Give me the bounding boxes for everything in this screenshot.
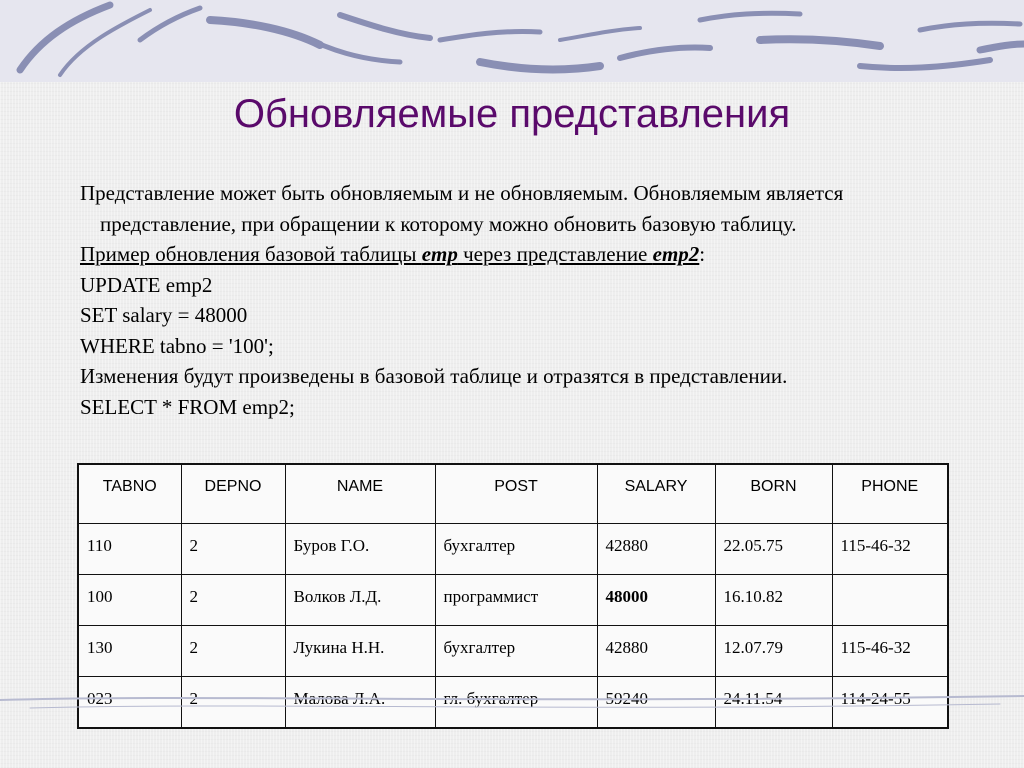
top-decorative-band [0, 0, 1024, 82]
table-cell: 42880 [597, 626, 715, 677]
code-line-set: SET salary = 48000 [80, 303, 248, 327]
column-header: SALARY [597, 464, 715, 524]
table-cell: 115-46-32 [832, 626, 948, 677]
column-header: NAME [285, 464, 435, 524]
column-header: BORN [715, 464, 832, 524]
table-row [78, 575, 948, 626]
table-cell: 12.07.79 [715, 626, 832, 677]
table-cell: Волков Л.Д. [285, 575, 435, 626]
slide-body [80, 178, 980, 422]
table-cell: 100 [78, 575, 181, 626]
table-cell: программист [435, 575, 597, 626]
table-cell [832, 575, 948, 626]
table-cell: 2 [181, 677, 285, 729]
example-line [80, 239, 980, 270]
example-middle: через представление [457, 242, 653, 266]
view-name: emp2 [652, 242, 700, 266]
table-cell: 023 [78, 677, 181, 729]
table-cell: 110 [78, 524, 181, 575]
example-suffix: : [699, 242, 706, 266]
intro-paragraph: Представление может быть обновляемым и не обновляемым. Обновляемым является представление, при обращении к которому можно обновить базовую таблицу. [80, 181, 844, 236]
column-header: TABNO [78, 464, 181, 524]
table-cell: 114-24-55 [832, 677, 948, 729]
table-cell: 24.11.54 [715, 677, 832, 729]
table-cell: 16.10.82 [715, 575, 832, 626]
slide-title: Обновляемые представления [233, 92, 791, 136]
column-header: POST [435, 464, 597, 524]
table-cell: 42880 [597, 524, 715, 575]
table-cell: 2 [181, 575, 285, 626]
table-cell: 130 [78, 626, 181, 677]
note-paragraph: Изменения будут произведены в базовой таблице и отразятся в представлении. [80, 364, 788, 388]
table-cell: Буров Г.О. [285, 524, 435, 575]
base-table-name: emp [421, 242, 458, 266]
bottom-decorative-band [0, 686, 1024, 768]
table-cell: 2 [181, 524, 285, 575]
updated-salary-cell: 48000 [597, 575, 715, 626]
table-row [78, 626, 948, 677]
code-line-where: WHERE tabno = '100'; [80, 333, 274, 358]
table-cell: 2 [181, 626, 285, 677]
table-cell: бухгалтер [435, 524, 597, 575]
table-header-row [78, 464, 948, 524]
table-cell: 22.05.75 [715, 524, 832, 575]
table-cell: 59240 [597, 677, 715, 729]
table-cell: бухгалтер [435, 626, 597, 677]
select-line: SELECT * FROM emp2; [80, 394, 295, 419]
column-header: PHONE [832, 464, 948, 524]
table-cell: гл. бухгалтер [435, 677, 597, 729]
column-header: DEPNO [181, 464, 285, 524]
table-cell: Лукина Н.Н. [285, 626, 435, 677]
table-row [78, 524, 948, 575]
table-cell: Малова Л.А. [285, 677, 435, 729]
example-prefix: Пример обновления базовой таблицы [80, 242, 422, 266]
table-cell: 115-46-32 [832, 524, 948, 575]
code-line-update: UPDATE emp2 [80, 272, 213, 297]
